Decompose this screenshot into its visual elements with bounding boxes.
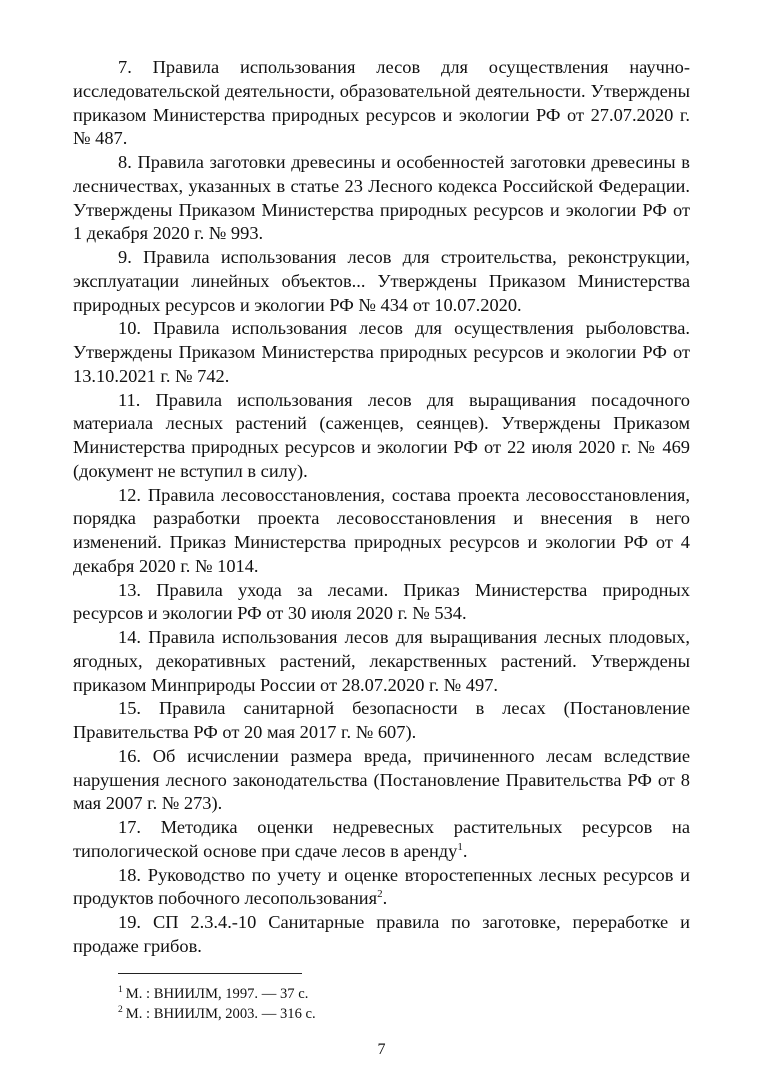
item-text: Правила ухода за лесами. Приказ Министерства природных ресурсов и экологии РФ от 30 июля 2020 г. № 534. <box>73 579 690 624</box>
footnote-mark: 1 <box>118 985 123 996</box>
item-text: Об исчислении размера вреда, причиненного лесам вследствие нарушения лесного законодательства (Постановление Правительства РФ от 8 мая 2007 г. № 273). <box>73 745 690 814</box>
item-number: 8. <box>118 152 132 172</box>
item-number: 16. <box>118 745 141 766</box>
item-number: 11. <box>118 389 141 410</box>
item-text-tail: . <box>382 888 388 909</box>
footnote-ref[interactable]: 1 <box>457 840 463 853</box>
list-item <box>73 56 690 151</box>
item-number: 15. <box>118 698 141 719</box>
list-item <box>73 626 690 697</box>
footnote-text: М. : ВНИИЛМ, 2003. — 316 с. <box>125 1005 316 1022</box>
list-item <box>73 911 690 959</box>
list-item <box>73 745 690 816</box>
list-item <box>73 151 690 246</box>
item-number: 17. <box>118 817 141 837</box>
item-number: 10. <box>118 318 141 339</box>
item-number: 12. <box>118 484 141 505</box>
item-text: Правила лесовосстановления, состава проекта лесовосстановления, порядка разработки проекта лесовосстановления и внесения в него изменений. Приказ Министерства природных ресурсов и экологии РФ от 4 декабря 2020 г. № 1014. <box>73 484 690 576</box>
footnotes <box>118 985 678 1024</box>
item-text: Правила использования лесов для выращивания лесных плодовых, ягодных, декоративных растений, лекарственных растений. Утверждены приказом Минприроды России от 28.07.2020 г. № 497. <box>73 627 690 695</box>
item-text: Методика оценки недревесных растительных ресурсов на типологической основе при сдаче лесов в аренду <box>73 817 690 861</box>
item-text: Правила использования лесов для осуществления рыболовства. Утверждены Приказом Министерства природных ресурсов и экологии РФ от 13.10.2021 г. № 742. <box>73 318 690 386</box>
list-item <box>73 697 690 745</box>
item-number: 19. <box>118 912 141 932</box>
list-item <box>73 246 690 317</box>
footnote-mark: 2 <box>118 1004 123 1015</box>
item-number: 14. <box>118 627 141 647</box>
item-text-tail: . <box>462 840 468 861</box>
item-number: 9. <box>118 247 132 267</box>
item-number: 18. <box>118 864 141 885</box>
list-item <box>73 484 690 579</box>
item-text: СП 2.3.4.-10 Санитарные правила по заготовке, переработке и продаже грибов. <box>73 912 690 956</box>
item-text: Правила использования лесов для строительства, реконструкции, эксплуатации линейных объектов... Утверждены Приказом Министерства природных ресурсов и экологии РФ № 434 от 10.07.2020. <box>73 247 690 315</box>
list-item <box>73 317 690 388</box>
list-item <box>73 864 690 912</box>
footnote-divider <box>118 973 302 974</box>
item-text: Правила заготовки древесины и особенностей заготовки древесины в лесничествах, указанных в статье 23 Лесного кодекса Российской Федерации. Утверждены Приказом Министерства природных ресурсов и экологии РФ от 1 декабря 2020 г. № 993. <box>73 152 690 244</box>
item-number: 7. <box>118 57 132 77</box>
list-item <box>73 816 690 864</box>
footnote-ref[interactable]: 2 <box>377 888 383 901</box>
footnote-text: М. : ВНИИЛМ, 1997. — 37 с. <box>125 986 309 1002</box>
item-text: Правила санитарной безопасности в лесах (Постановление Правительства РФ от 20 мая 2017 г. № 607). <box>73 698 690 742</box>
item-text: Правила использования лесов для выращивания посадочного материала лесных растений (саженцев, сеянцев). Утверждены Приказом Министерства природных ресурсов и экологии РФ от 22 июля 2020 г. № 469 (документ не вступил в силу). <box>73 389 690 481</box>
item-number: 13. <box>118 579 141 600</box>
document-body <box>73 56 690 959</box>
page-number: 7 <box>377 1041 386 1058</box>
item-text: Руководство по учету и оценке второстепенных лесных ресурсов и продуктов побочного лесопользования <box>73 864 690 909</box>
list-item <box>73 579 690 627</box>
list-item <box>73 389 690 484</box>
footnote <box>118 1005 678 1025</box>
item-text: Правила использования лесов для осуществления научно-исследовательской деятельности, образовательной деятельности. Утверждены приказом Министерства природных ресурсов и экологии РФ от 27.07.2020 г. № 487. <box>73 57 690 149</box>
footnote <box>118 985 678 1005</box>
